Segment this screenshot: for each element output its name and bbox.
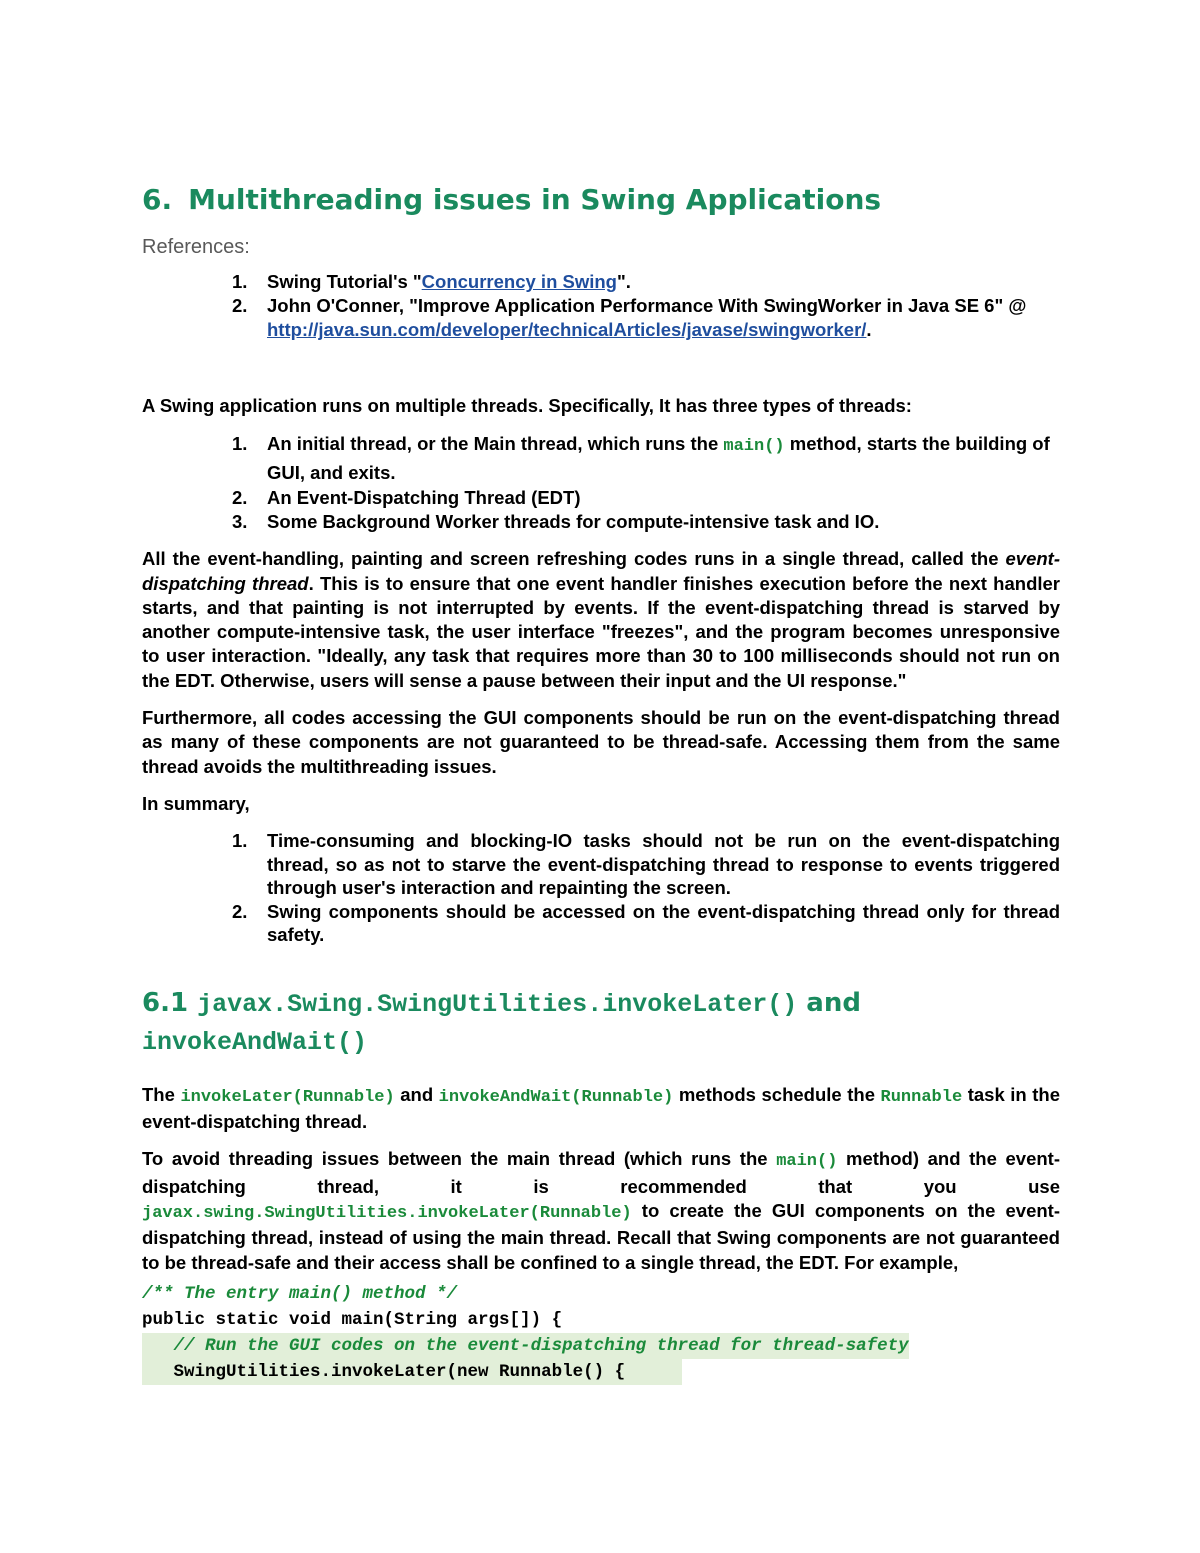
code-block	[142, 1281, 1060, 1385]
code-comment: /** The entry main() method */	[142, 1283, 458, 1304]
edt-paragraph: All the event-handling, painting and screen refreshing codes runs in a single thread, called the event-dispatching thread. This is to ensure that one event handler finishes execution before the next handler starts, and that painting is not interrupted by events. If the event-dispatching thread is starved by another compute-intensive task, the user interface "freezes", and the program becomes unresponsive to user interaction. "Ideally, any task that requires more than 30 to 100 milliseconds should not run on the EDT. Otherwise, users will sense a pause between their input and the UI response."	[142, 548, 1060, 691]
list-item: 1. Time-consuming and blocking-IO tasks should not be run on the event-dispatching thread, so as not to starve the event-dispatching thread to response to events triggered through user's interaction and repainting the screen.	[232, 830, 1060, 899]
furthermore-paragraph: Furthermore, all codes accessing the GUI components should be run on the event-dispatching thread as many of these components are not guaranteed to be thread-safe. Accessing them from the same thread avoids the multithreading issues.	[142, 707, 1060, 777]
thread-types-list	[142, 431, 1060, 534]
inline-code: main()	[723, 437, 785, 457]
summary-list	[142, 829, 1060, 947]
subsection-number: 6.1	[142, 987, 189, 1018]
reference-item: 2. John O'Conner, "Improve Application Performance With SwingWorker in Java SE 6" @ http://java.sun.com/developer/technicalArticles/javase/swingworker/.	[232, 295, 1027, 340]
methods-paragraph: The invokeLater(Runnable) and invokeAndWait(Runnable) methods schedule the Runnable task in the event-dispatching thread.	[142, 1083, 1061, 1133]
section-heading	[142, 180, 1060, 220]
code-comment: // Run the GUI codes on the event-dispatching thread for thread-safety	[142, 1333, 909, 1359]
list-item: 2. Swing components should be accessed on the event-dispatching thread only for thread safety.	[232, 900, 1060, 946]
reference-link-concurrency[interactable]: Concurrency in Swing	[421, 271, 617, 292]
list-item: 3. Some Background Worker threads for compute-intensive task and IO.	[232, 511, 880, 533]
inline-code: javax.swing.SwingUtilities.invokeLater(Runnable)	[142, 1203, 632, 1223]
subsection-code-invokeandwait: invokeAndWait()	[142, 1027, 368, 1057]
references-list	[142, 270, 1060, 342]
document-content	[142, 180, 1060, 1385]
inline-code: invokeAndWait(Runnable)	[438, 1087, 674, 1107]
reference-link-swingworker[interactable]: http://java.sun.com/developer/technicalArticles/javase/swingworker/	[267, 319, 867, 340]
reference-item: 1. Swing Tutorial's "Concurrency in Swing".	[232, 271, 631, 292]
section-number: 6.	[142, 183, 173, 216]
inline-code: invokeLater(Runnable)	[180, 1087, 395, 1107]
code-line: public static void main(String args[]) {	[142, 1309, 563, 1330]
list-item: 2. An Event-Dispatching Thread (EDT)	[232, 487, 581, 509]
section-title: Multithreading issues in Swing Applications	[188, 183, 882, 216]
references-label: References:	[142, 236, 250, 258]
subsection-heading	[142, 985, 1060, 1061]
inline-code: main()	[776, 1152, 838, 1172]
subsection-code-invokelater: javax.Swing.SwingUtilities.invokeLater()	[197, 989, 798, 1019]
subsection-and: and	[806, 987, 861, 1018]
inline-code: Runnable	[880, 1087, 963, 1107]
avoid-paragraph: To avoid threading issues between the main thread (which runs the main() method) and the event-dispatching thread, it is recommended that you use javax.swing.SwingUtilities.invokeLater(Runnable) to create the GUI components on the event-dispatching thread, instead of using the main thread. Recall that Swing components are not guaranteed to be thread-safe and their access shall be confined to a single thread, the EDT. For example,	[142, 1148, 1060, 1273]
list-item: 1. An initial thread, or the Main thread, which runs the main() method, starts the building of GUI, and exits.	[232, 433, 1050, 484]
code-line: SwingUtilities.invokeLater(new Runnable() {	[142, 1359, 682, 1385]
intro-paragraph: A Swing application runs on multiple threads. Specifically, It has three types of threads:	[142, 395, 912, 416]
summary-label: In summary,	[142, 792, 250, 814]
